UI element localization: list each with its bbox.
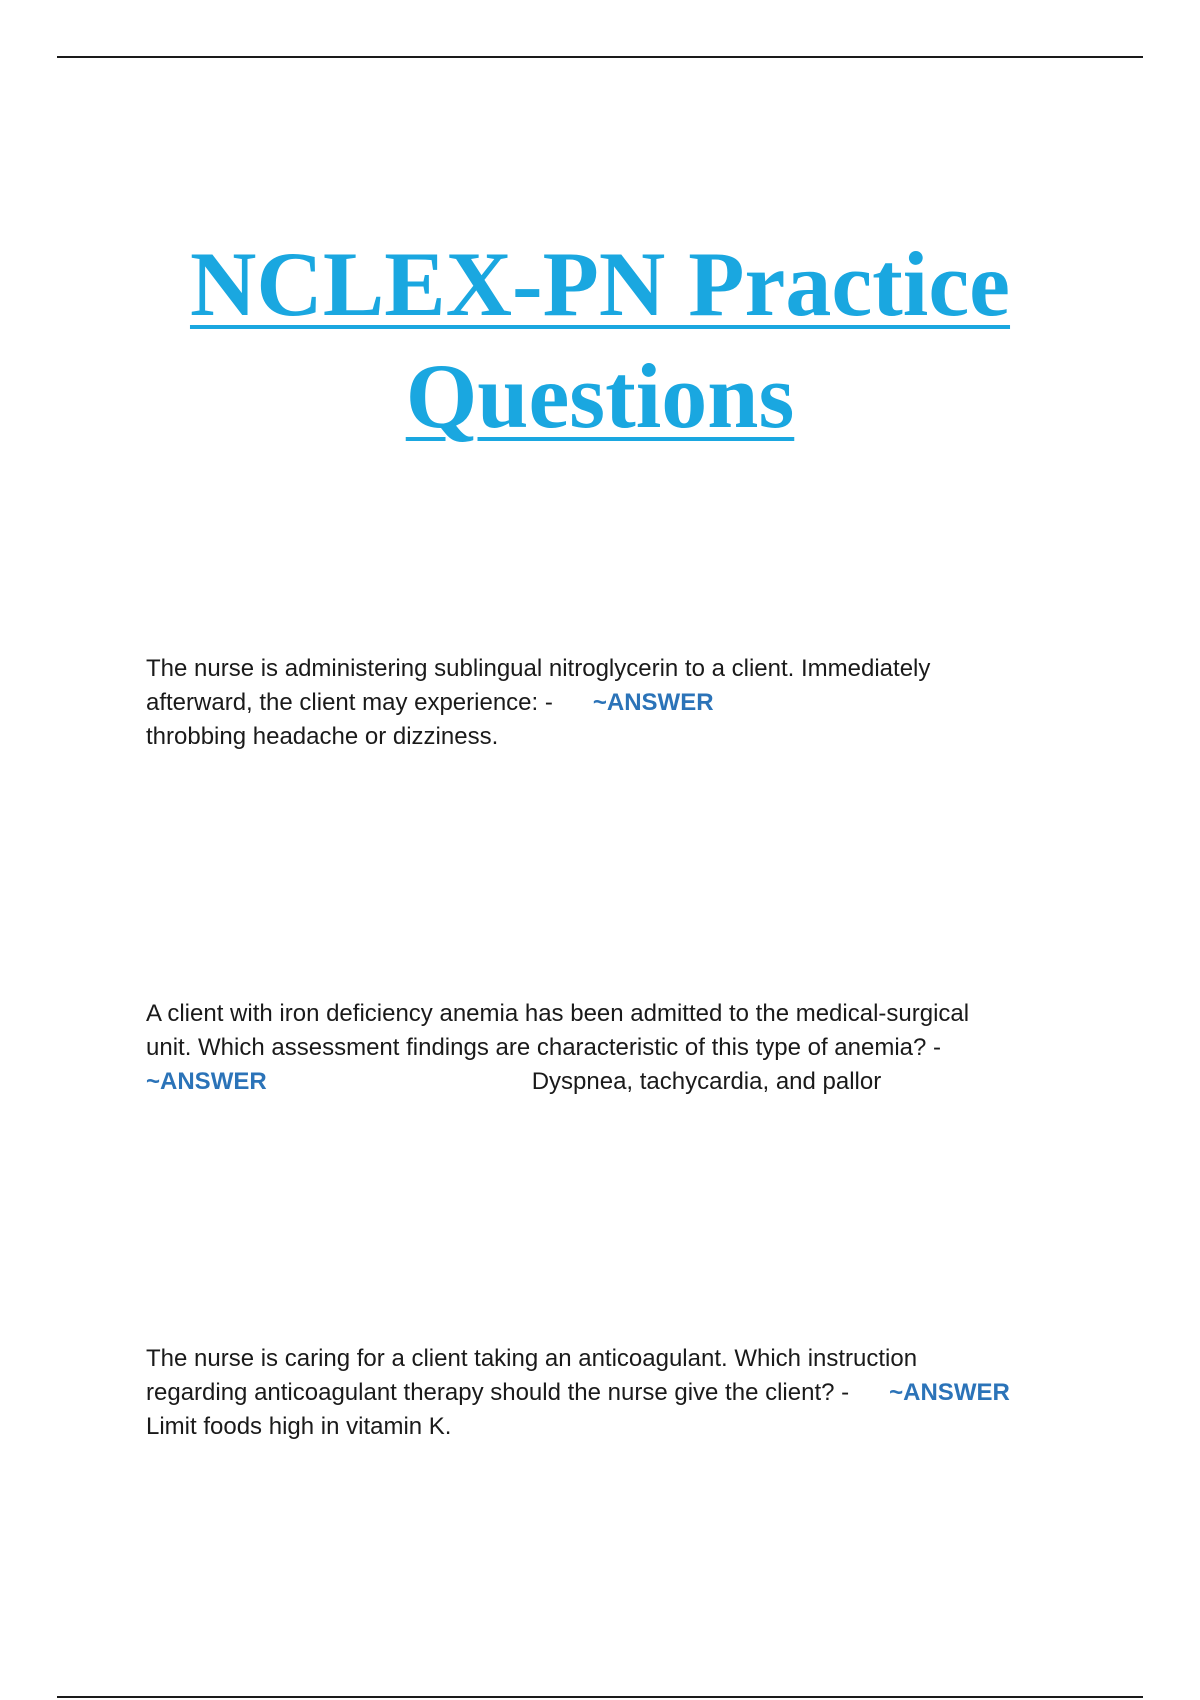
answer-tag-2: ~ANSWER — [146, 1068, 267, 1095]
qa-item-1 — [146, 652, 1086, 754]
question-1-line-1: The nurse is administering sublingual nitroglycerin to a client. Immediately — [146, 655, 931, 682]
answer-3: Limit foods high in vitamin K. — [146, 1413, 452, 1440]
title-line-2: Questions — [405, 345, 795, 447]
qa-item-2 — [146, 997, 1086, 1099]
question-3-line-1: The nurse is caring for a client taking an anticoagulant. Which instruction — [146, 1345, 918, 1372]
question-1-line-2: afterward, the client may experience: - — [146, 689, 553, 716]
question-2-line-1: A client with iron deficiency anemia has been admitted to the medical-surgical — [146, 1000, 970, 1027]
bottom-rule — [57, 1696, 1143, 1698]
title-line-1: NCLEX-PN Practice — [189, 233, 1011, 335]
top-rule — [57, 56, 1143, 58]
document-title — [0, 228, 1200, 452]
answer-tag-3: ~ANSWER — [889, 1379, 1010, 1406]
question-2-line-2: unit. Which assessment findings are characteristic of this type of anemia? - — [146, 1034, 942, 1061]
answer-2: Dyspnea, tachycardia, and pallor — [531, 1068, 882, 1095]
qa-item-3 — [146, 1342, 1086, 1444]
answer-1: throbbing headache or dizziness. — [146, 723, 499, 750]
answer-tag-1: ~ANSWER — [592, 689, 714, 716]
question-3-line-2: regarding anticoagulant therapy should the nurse give the client? - — [146, 1379, 850, 1406]
